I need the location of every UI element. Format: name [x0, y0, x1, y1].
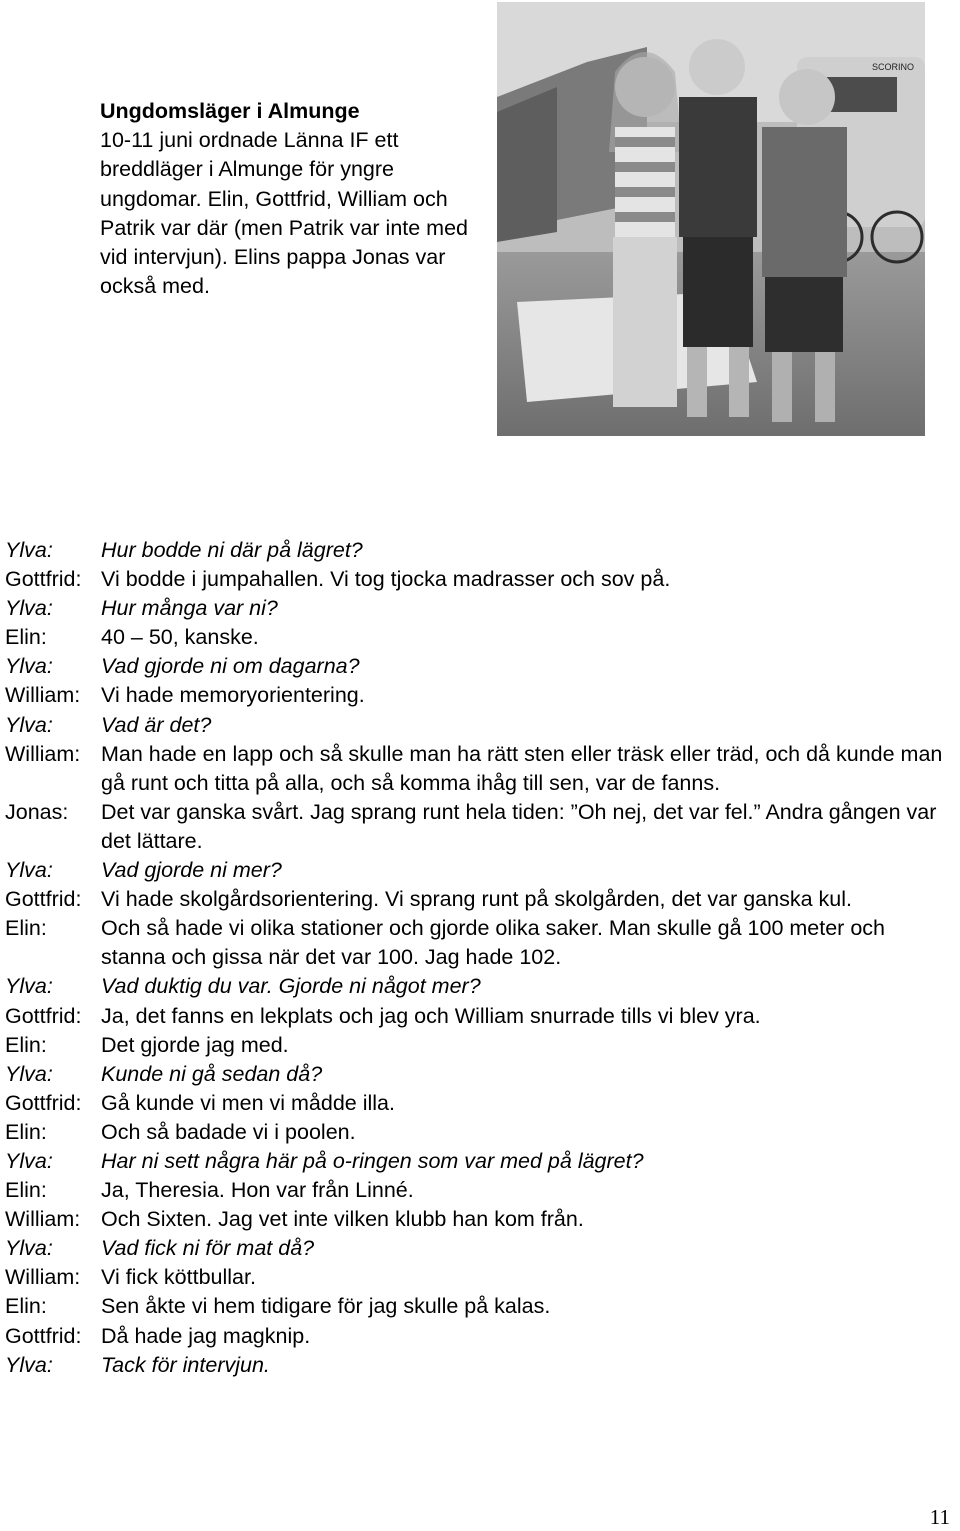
- article-title: Ungdomsläger i Almunge: [100, 99, 360, 123]
- speaker-label: Ylva:: [5, 1061, 53, 1086]
- photo-of-three-children-icon: [497, 2, 925, 436]
- speaker-label: William:: [5, 683, 81, 708]
- speech-text: 40 – 50, kanske.: [101, 625, 259, 650]
- speaker-label: Elin:: [5, 1032, 47, 1057]
- speaker-label: Jonas:: [5, 799, 69, 824]
- speech-text: Då hade jag magknip.: [101, 1323, 311, 1348]
- interview-line: [5, 885, 955, 914]
- speech-text: Vi bodde i jumpahallen. Vi tog tjocka madrasser och sov på.: [101, 567, 671, 592]
- speech-text: Det var ganska svårt. Jag sprang runt hela tiden: ”Oh nej, det var fel.” Andra gången var det lättare.: [101, 799, 937, 853]
- speech-text: Vad duktig du var. Gjorde ni något mer?: [101, 974, 481, 999]
- speaker-label: Ylva:: [5, 596, 53, 621]
- interview-line: [5, 798, 955, 856]
- interview-line: [5, 681, 955, 710]
- speech-text: Hur bodde ni där på lägret?: [101, 538, 363, 562]
- interview-line: [5, 565, 955, 594]
- interview-line: [5, 1060, 955, 1089]
- speaker-label: Elin:: [5, 1178, 47, 1203]
- speech-text: Gå kunde vi men vi mådde illa.: [101, 1090, 395, 1115]
- interview-line: [5, 536, 955, 565]
- speech-text: Kunde ni gå sedan då?: [101, 1061, 323, 1086]
- speaker-label: Ylva:: [5, 654, 53, 679]
- speaker-label: Gottfrid:: [5, 1090, 82, 1115]
- interview-line: [5, 914, 955, 972]
- speech-text: Vad gjorde ni om dagarna?: [101, 654, 360, 679]
- speech-text: Vad gjorde ni mer?: [101, 858, 282, 883]
- interview-line: [5, 1234, 955, 1263]
- interview-line: [5, 1351, 955, 1380]
- interview-line: [5, 856, 955, 885]
- interview-line: [5, 1031, 955, 1060]
- interview-line: [5, 1089, 955, 1118]
- speech-text: Har ni sett några här på o-ringen som var med på lägret?: [101, 1148, 644, 1173]
- speaker-label: Ylva:: [5, 858, 53, 883]
- interview-line: [5, 1263, 955, 1292]
- caravan-label: SCORINO: [872, 62, 915, 72]
- interview-line: [5, 652, 955, 681]
- speaker-label: Ylva:: [5, 1148, 53, 1173]
- speaker-label: Elin:: [5, 916, 47, 941]
- speaker-label: Ylva:: [5, 974, 53, 999]
- speech-text: Vi hade skolgårdsorientering. Vi sprang runt på skolgården, det var ganska kul.: [101, 887, 852, 912]
- speaker-label: William:: [5, 741, 81, 766]
- interview-line: [5, 594, 955, 623]
- speaker-label: Elin:: [5, 1294, 47, 1319]
- interview-line: [5, 623, 955, 652]
- speech-text: Det gjorde jag med.: [101, 1032, 289, 1057]
- speech-text: Man hade en lapp och så skulle man ha rätt sten eller träsk eller träd, och då kunde man gå runt och titta på alla, och så komma ihåg till sen, var de fanns.: [101, 741, 943, 795]
- speech-text: Vad fick ni för mat då?: [101, 1236, 315, 1261]
- interview-line: [5, 1147, 955, 1176]
- speaker-label: Gottfrid:: [5, 567, 82, 592]
- speaker-label: Gottfrid:: [5, 887, 82, 912]
- speaker-label: Elin:: [5, 625, 47, 650]
- interview-line: [5, 1292, 955, 1321]
- interview-line: [5, 972, 955, 1001]
- interview-dialogue: [5, 536, 955, 1380]
- speaker-label: Ylva:: [5, 538, 53, 562]
- article-intro: [100, 97, 485, 301]
- speech-text: Och så hade vi olika stationer och gjorde olika saker. Man skulle gå 100 meter och stanna och gissa när det var 100. Jag hade 102.: [101, 916, 885, 970]
- interview-line: [5, 1176, 955, 1205]
- interview-line: [5, 1118, 955, 1147]
- speech-text: Vad är det?: [101, 712, 212, 737]
- speaker-label: Elin:: [5, 1119, 47, 1144]
- speech-text: Ja, Theresia. Hon var från Linné.: [101, 1178, 414, 1203]
- speech-text: Ja, det fanns en lekplats och jag och William snurrade tills vi blev yra.: [101, 1003, 761, 1028]
- speaker-label: William:: [5, 1207, 81, 1232]
- speech-text: Hur många var ni?: [101, 596, 278, 621]
- speech-text: Vi hade memoryorientering.: [101, 683, 365, 708]
- speaker-label: Ylva:: [5, 1236, 53, 1261]
- article-lead: 10-11 juni ordnade Länna IF ett breddläger i Almunge för yngre ungdomar. Elin, Gottfrid, William och Patrik var där (men Patrik var inte med vid intervjun). Elins pappa Jonas var också med.: [100, 128, 469, 299]
- page-number: 11: [929, 1505, 950, 1529]
- speech-text: Sen åkte vi hem tidigare för jag skulle på kalas.: [101, 1294, 551, 1319]
- speech-text: Och Sixten. Jag vet inte vilken klubb han kom från.: [101, 1207, 584, 1232]
- speaker-label: Gottfrid:: [5, 1323, 82, 1348]
- interview-line: [5, 711, 955, 740]
- interview-line: [5, 1002, 955, 1031]
- interview-line: [5, 1205, 955, 1234]
- speaker-label: William:: [5, 1265, 81, 1290]
- speech-text: Och så badade vi i poolen.: [101, 1119, 356, 1144]
- speaker-label: Ylva:: [5, 1352, 53, 1377]
- speaker-label: Ylva:: [5, 712, 53, 737]
- interview-line: [5, 740, 955, 798]
- group-photo: [497, 2, 925, 436]
- speech-text: Tack för intervjun.: [101, 1352, 270, 1377]
- speaker-label: Gottfrid:: [5, 1003, 82, 1028]
- interview-line: [5, 1322, 955, 1351]
- speech-text: Vi fick köttbullar.: [101, 1265, 256, 1290]
